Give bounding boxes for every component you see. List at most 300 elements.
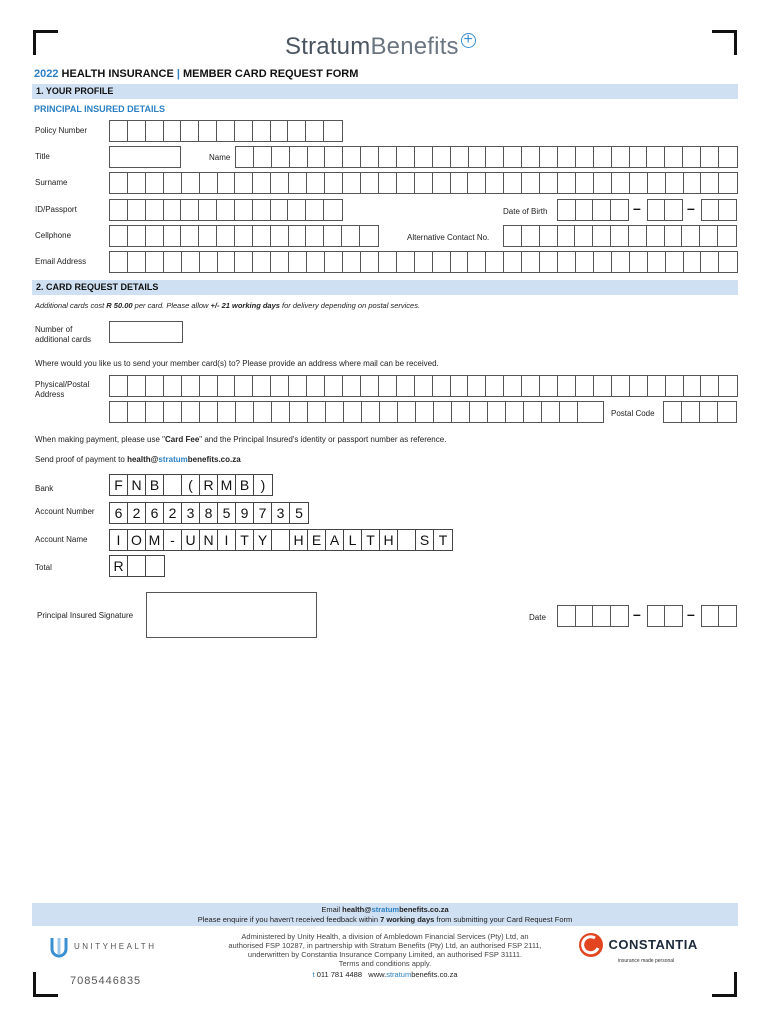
entry-cell [200, 173, 218, 193]
entry-cell [578, 402, 596, 422]
entry-cell [164, 200, 182, 220]
entry-cell [470, 402, 488, 422]
entry-cell [164, 121, 182, 141]
dob-day-field[interactable] [701, 199, 737, 221]
entry-cell [361, 376, 379, 396]
policy-number-field[interactable] [109, 120, 343, 142]
num-cards-field[interactable] [109, 321, 183, 343]
entry-cell [271, 226, 289, 246]
entry-cell [719, 606, 736, 626]
entry-cell [254, 147, 272, 167]
bank-value [109, 474, 273, 496]
entry-cell [271, 200, 289, 220]
corner-mark [712, 972, 737, 997]
entry-cell [253, 376, 271, 396]
footer-contact-band: Email health@stratumbenefits.co.za Please enquire if you haven't received feedback within 7 working days from submitting your Card Request Form [32, 903, 738, 926]
entry-cell [181, 200, 199, 220]
entry-cell [218, 173, 236, 193]
date-separator: – [633, 200, 641, 216]
entry-cell [361, 252, 379, 272]
surname-label: Surname [35, 178, 68, 187]
entry-cell [200, 376, 218, 396]
entry-cell [504, 173, 522, 193]
administration-note: Administered by Unity Health, a division of Ambledown Financial Services (Pty) Ltd, an authorised FSP 10287, in partnership with Stratum Benefits (Pty) Ltd, an authorised FSP 2111, underwritten by Constantia Insurance Company Limited, an authorised FSP 31111. Terms and conditions apply. [228, 932, 542, 968]
entry-cell [235, 200, 253, 220]
entry-cell [361, 173, 379, 193]
entry-cell [451, 376, 469, 396]
entry-cell [236, 402, 254, 422]
address-label: Physical/Postal Address [35, 380, 90, 399]
entry-cell [128, 200, 146, 220]
entry-cell [451, 173, 469, 193]
entry-cell [719, 376, 737, 396]
entry-cell [306, 226, 324, 246]
entry-cell [593, 606, 611, 626]
entry-cell [647, 226, 665, 246]
constantia-mark-icon [578, 932, 604, 958]
entry-cell [307, 252, 325, 272]
payment-reference-note: When making payment, please use "Card Fee" and the Principal Insured's identity or passport number as reference. [35, 435, 447, 444]
entry-cell [540, 147, 558, 167]
entry-cell [289, 173, 307, 193]
entry-cell [540, 376, 558, 396]
entry-cell [611, 200, 628, 220]
entry-cell [254, 402, 272, 422]
entry-cell [164, 402, 182, 422]
entry-cell [380, 402, 398, 422]
alt-contact-field[interactable] [503, 225, 737, 247]
char-cell [146, 556, 164, 576]
footer-contact-line: t 011 781 4488 www.stratumbenefits.co.za [312, 970, 458, 979]
date-month-field[interactable] [647, 605, 683, 627]
entry-cell [397, 376, 415, 396]
entry-cell [665, 606, 682, 626]
entry-cell [182, 252, 200, 272]
entry-cell [307, 376, 325, 396]
entry-cell [630, 376, 648, 396]
cellphone-label: Cellphone [35, 231, 72, 240]
entry-cell [629, 226, 647, 246]
entry-cell [702, 200, 719, 220]
entry-cell [486, 252, 504, 272]
signature-field[interactable] [146, 592, 317, 638]
entry-cell [469, 147, 487, 167]
entry-cell [719, 173, 737, 193]
entry-cell [648, 376, 666, 396]
bank-label: Bank [35, 484, 54, 493]
char-cell [164, 475, 182, 495]
entry-cell [271, 121, 289, 141]
dob-year-field[interactable] [557, 199, 629, 221]
entry-cell [433, 173, 451, 193]
entry-cell [128, 376, 146, 396]
policy-label: Policy Number [35, 126, 88, 135]
char-cell: S [416, 530, 434, 550]
entry-cell [200, 402, 218, 422]
entry-cell [522, 147, 540, 167]
entry-cell [146, 226, 164, 246]
date-separator: – [687, 606, 695, 622]
char-cell: I [110, 530, 128, 550]
char-cell: - [164, 530, 182, 550]
entry-cell [217, 200, 235, 220]
char-cell [128, 556, 146, 576]
entry-cell [146, 376, 164, 396]
entry-cell [290, 402, 308, 422]
char-cell [272, 530, 290, 550]
entry-cell [110, 252, 128, 272]
entry-cell [324, 226, 342, 246]
corner-mark [33, 972, 58, 997]
entry-cell [110, 402, 128, 422]
entry-cell [110, 200, 128, 220]
entry-cell [236, 147, 254, 167]
entry-cell [718, 402, 736, 422]
entry-cell [146, 200, 164, 220]
entry-cell [682, 402, 700, 422]
entry-cell [666, 376, 684, 396]
entry-cell [488, 402, 506, 422]
entry-cell [343, 173, 361, 193]
entry-cell [666, 252, 684, 272]
date-label: Date [529, 613, 546, 622]
char-cell: B [236, 475, 254, 495]
entry-cell [522, 376, 540, 396]
entry-cell [325, 147, 343, 167]
char-cell: T [438, 532, 448, 548]
cellphone-field[interactable] [109, 225, 379, 247]
entry-cell [289, 376, 307, 396]
entry-cell [486, 147, 504, 167]
constantia-logo: CONSTANTIA insurance made personal [578, 932, 698, 964]
entry-cell [307, 173, 325, 193]
entry-cell [433, 252, 451, 272]
entry-cell [110, 121, 128, 141]
entry-cell [630, 173, 648, 193]
entry-cell [540, 226, 558, 246]
entry-cell [611, 606, 628, 626]
entry-cell [271, 173, 289, 193]
total-field[interactable] [109, 555, 165, 577]
char-cell: 9 [236, 503, 254, 523]
entry-cell [558, 173, 576, 193]
entry-cell [558, 606, 576, 626]
entry-cell [379, 173, 397, 193]
entry-cell [665, 147, 683, 167]
entry-cell [306, 121, 324, 141]
entry-cell [648, 252, 666, 272]
entry-cell [575, 226, 593, 246]
name-field[interactable] [235, 146, 738, 168]
char-cell: 2 [128, 503, 146, 523]
char-cell: L [344, 530, 362, 550]
entry-cell [558, 147, 576, 167]
entry-cell [576, 376, 594, 396]
char-cell: H [380, 530, 398, 550]
entry-cell [325, 173, 343, 193]
entry-cell [272, 147, 290, 167]
char-cell: U [182, 530, 200, 550]
entry-cell [324, 121, 342, 141]
entry-cell [361, 147, 379, 167]
char-cell: ) [260, 477, 266, 493]
entry-cell [468, 376, 486, 396]
entry-cell [308, 147, 326, 167]
plus-icon: + [461, 33, 476, 48]
account-name-label: Account Name [35, 535, 88, 544]
entry-cell [666, 173, 684, 193]
entry-cell [146, 252, 164, 272]
char-cell: I [218, 530, 236, 550]
entry-cell [682, 226, 700, 246]
entry-cell [289, 226, 307, 246]
entry-cell [522, 252, 540, 272]
account-name-value [109, 529, 453, 551]
entry-cell [271, 376, 289, 396]
entry-cell [558, 226, 576, 246]
entry-cell [397, 252, 415, 272]
entry-cell [253, 200, 271, 220]
entry-cell [218, 252, 236, 272]
entry-cell [542, 402, 560, 422]
proof-of-payment-note: Send proof of payment to health@stratumbenefits.co.za [35, 455, 241, 464]
char-cell: E [308, 530, 326, 550]
entry-cell [700, 402, 718, 422]
char-cell: T [362, 530, 380, 550]
entry-cell [253, 121, 271, 141]
entry-cell [182, 376, 200, 396]
entry-cell [218, 402, 236, 422]
entry-cell [684, 173, 702, 193]
entry-cell [416, 402, 434, 422]
postal-code-label: Postal Code [611, 409, 655, 418]
entry-cell [199, 226, 217, 246]
entry-cell [128, 226, 146, 246]
entry-cell [701, 147, 719, 167]
char-cell: F [110, 475, 128, 495]
entry-cell [110, 173, 128, 193]
corner-mark [33, 30, 58, 55]
char-cell: N [128, 475, 146, 495]
entry-cell [181, 121, 199, 141]
entry-cell [648, 200, 665, 220]
char-cell: Y [254, 530, 272, 550]
entry-cell [128, 173, 146, 193]
entry-cell [397, 147, 415, 167]
entry-cell [719, 200, 736, 220]
entry-cell [558, 376, 576, 396]
entry-cell [522, 226, 540, 246]
entry-cell [110, 376, 128, 396]
entry-cell [576, 147, 594, 167]
card-cost-note: Additional cards cost R 50.00 per card. Please allow +/- 21 working days for delivery depending on postal services. [35, 301, 421, 310]
unity-u-icon [50, 936, 68, 958]
entry-cell [325, 376, 343, 396]
entry-cell [451, 252, 469, 272]
entry-cell [146, 121, 164, 141]
entry-cell [288, 121, 306, 141]
entry-cell [576, 173, 594, 193]
entry-cell [343, 252, 361, 272]
entry-cell [648, 606, 665, 626]
entry-cell [110, 226, 128, 246]
entry-cell [630, 147, 648, 167]
entry-cell [344, 402, 362, 422]
section-heading-profile: 1. YOUR PROFILE [32, 84, 738, 99]
entry-cell [379, 252, 397, 272]
entry-cell [164, 226, 182, 246]
email-label: Email Address [35, 257, 87, 266]
entry-cell [683, 147, 701, 167]
name-label: Name [209, 153, 231, 162]
entry-cell [700, 226, 718, 246]
principal-subheading: PRINCIPAL INSURED DETAILS [34, 104, 166, 114]
entry-cell [522, 173, 540, 193]
entry-cell [434, 402, 452, 422]
entry-cell [630, 252, 648, 272]
char-cell: 6 [146, 503, 164, 523]
entry-cell [164, 376, 182, 396]
entry-cell [342, 226, 360, 246]
title-label: Title [35, 152, 50, 161]
entry-cell [468, 173, 486, 193]
char-cell: 2 [164, 503, 182, 523]
entry-cell [684, 376, 702, 396]
char-cell: H [290, 530, 308, 550]
entry-cell [647, 147, 665, 167]
char-cell: 6 [110, 503, 128, 523]
date-day-field[interactable] [701, 605, 737, 627]
entry-cell [146, 402, 164, 422]
id-passport-field[interactable] [109, 199, 343, 221]
entry-cell [325, 252, 343, 272]
entry-cell [326, 402, 344, 422]
char-cell: 7 [254, 503, 272, 523]
char-cell: M [146, 530, 164, 550]
entry-cell [504, 147, 522, 167]
date-year-field[interactable] [557, 605, 629, 627]
char-cell: 8 [200, 503, 218, 523]
address-line-1[interactable] [109, 375, 738, 397]
entry-cell [235, 252, 253, 272]
corner-mark [712, 30, 737, 55]
account-number-label: Account Number [35, 507, 95, 516]
entry-cell [504, 376, 522, 396]
char-cell: 5 [295, 505, 303, 521]
num-cards-label: Number of additional cards [35, 325, 92, 344]
postal-code-field[interactable] [663, 401, 737, 423]
entry-cell [253, 252, 271, 272]
entry-cell [701, 376, 719, 396]
id-label: ID/Passport [35, 205, 77, 214]
entry-cell [128, 121, 146, 141]
entry-cell [684, 252, 702, 272]
entry-cell [664, 402, 682, 422]
entry-cell [200, 252, 218, 272]
email-field[interactable] [109, 251, 738, 273]
surname-field[interactable] [109, 172, 738, 194]
entry-cell [343, 147, 361, 167]
entry-cell [182, 173, 200, 193]
date-separator: – [633, 606, 641, 622]
entry-cell [594, 173, 612, 193]
entry-cell [594, 252, 612, 272]
entry-cell [164, 173, 182, 193]
entry-cell [648, 173, 666, 193]
entry-cell [415, 376, 433, 396]
entry-cell [128, 252, 146, 272]
entry-cell [719, 252, 737, 272]
entry-cell [612, 147, 630, 167]
section-heading-card: 2. CARD REQUEST DETAILS [32, 280, 738, 295]
entry-cell [611, 226, 629, 246]
entry-cell [593, 226, 611, 246]
title-field[interactable] [109, 146, 181, 168]
entry-cell [290, 147, 308, 167]
address-question: Where would you like us to send your member card(s) to? Please provide an address where mail can be received. [35, 359, 439, 368]
dob-label: Date of Birth [503, 207, 548, 216]
entry-cell [665, 226, 683, 246]
dob-month-field[interactable] [647, 199, 683, 221]
entry-cell [235, 226, 253, 246]
entry-cell [343, 376, 361, 396]
entry-cell [486, 173, 504, 193]
unity-health-logo: UNITYHEALTH [50, 936, 156, 958]
entry-cell [128, 402, 146, 422]
entry-cell [199, 121, 217, 141]
entry-cell [486, 376, 504, 396]
entry-cell [665, 200, 682, 220]
entry-cell [272, 402, 290, 422]
entry-cell [560, 402, 578, 422]
entry-cell [217, 226, 235, 246]
entry-cell [719, 147, 737, 167]
entry-cell [701, 252, 719, 272]
entry-cell [199, 200, 217, 220]
entry-cell [324, 200, 342, 220]
entry-cell [468, 252, 486, 272]
char-cell: B [146, 475, 164, 495]
entry-cell [415, 147, 433, 167]
total-label: Total [35, 563, 52, 572]
char-cell: 5 [218, 503, 236, 523]
entry-cell [360, 226, 378, 246]
entry-cell [452, 402, 470, 422]
account-number-value [109, 502, 309, 524]
char-cell: N [200, 530, 218, 550]
entry-cell [253, 173, 271, 193]
entry-cell [235, 376, 253, 396]
entry-cell [398, 402, 416, 422]
entry-cell [362, 402, 380, 422]
entry-cell [593, 200, 611, 220]
entry-cell [433, 376, 451, 396]
char-cell: A [326, 530, 344, 550]
address-line-2[interactable] [109, 401, 604, 423]
entry-cell [218, 376, 236, 396]
entry-cell [288, 200, 306, 220]
entry-cell [701, 173, 719, 193]
entry-cell [558, 252, 576, 272]
char-cell: T [236, 530, 254, 550]
entry-cell [379, 376, 397, 396]
entry-cell [306, 200, 324, 220]
entry-cell [594, 376, 612, 396]
entry-cell [235, 121, 253, 141]
brand-logo: StratumBenefits + [285, 33, 476, 61]
document-number: 7085446835 [70, 975, 142, 987]
date-separator: – [687, 200, 695, 216]
